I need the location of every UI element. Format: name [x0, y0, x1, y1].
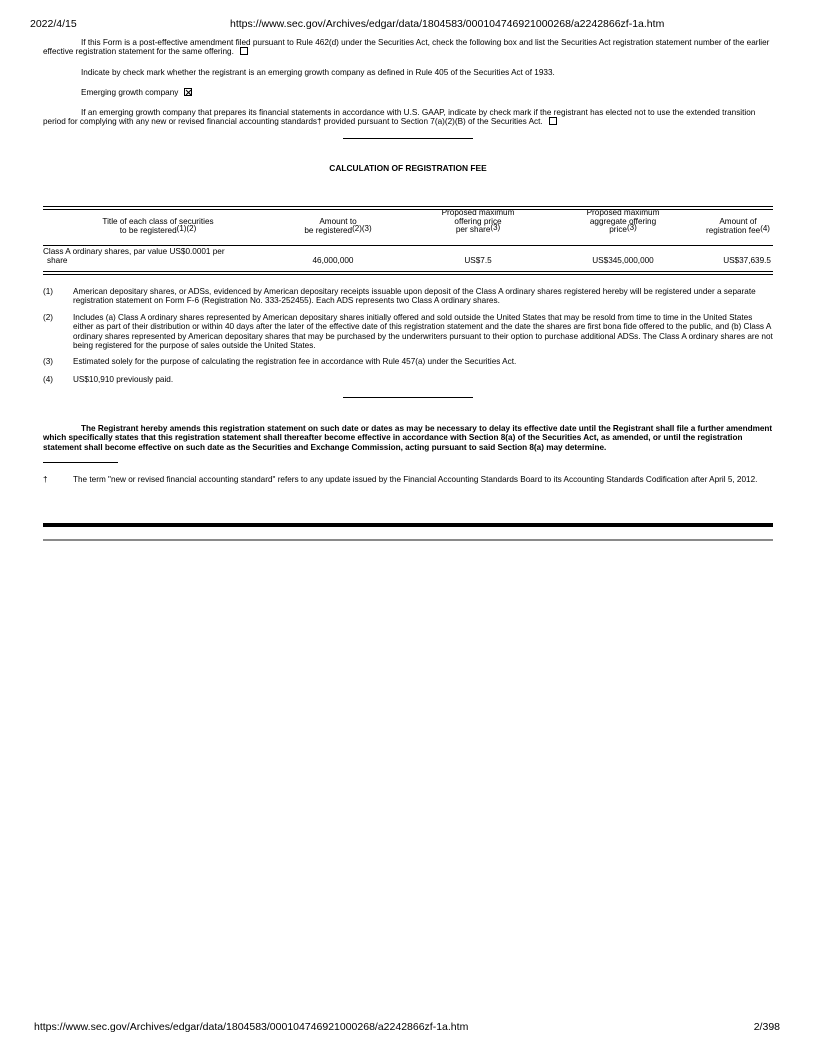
security-line1: Class A ordinary shares, par value US$0.0001 per — [43, 247, 225, 256]
footnote-text: Estimated solely for the purpose of calculating the registration fee in accordance with Rule 457(a) under the Securities Act. — [73, 357, 517, 366]
footnote-number: (4) — [43, 375, 54, 384]
page-number: 2/398 — [753, 1021, 780, 1033]
column-header-aggregate-line2: aggregate offering — [589, 216, 657, 226]
fee-table-title: CALCULATION OF REGISTRATION FEE — [329, 163, 487, 173]
table-row-security — [43, 247, 258, 265]
footnote-number: (2) — [43, 313, 54, 322]
rule-462d-text: If this Form is a post-effective amendment filed pursuant to Rule 462(d) under the Securities Act, check the following box and list the Securities Act registration statement number of the earlier effective registration statement for the same offering. — [43, 38, 770, 57]
table-header-rule — [43, 245, 773, 246]
egc-indicate-paragraph: Indicate by check mark whether the registrant is an emerging growth company as defined in Rule 405 of the Securities Act of 1933. — [81, 68, 555, 77]
table-cell-aggregate-price: US$345,000,000 — [592, 256, 654, 265]
rule-462d-paragraph — [43, 38, 773, 57]
column-header-title-line2: to be registered — [119, 225, 177, 235]
print-header-url[interactable]: https://www.sec.gov/Archives/edgar/data/1804583/000104746921000268/a2242866zf-1a.htm — [230, 18, 665, 30]
print-date: 2022/4/15 — [30, 18, 77, 30]
column-header-amount — [278, 218, 398, 235]
column-header-aggregate-price — [563, 209, 683, 235]
footnote-number: (3) — [43, 357, 54, 366]
rule-462d-checkbox[interactable] — [240, 47, 248, 55]
page-end-rule — [43, 523, 773, 527]
column-header-aggregate-notes: (3) — [626, 223, 637, 233]
column-header-amount-notes: (2)(3) — [352, 223, 372, 233]
egc-label: Emerging growth company — [81, 88, 179, 97]
table-bottom-rule — [43, 271, 773, 275]
column-header-aggregate-line3: price — [609, 225, 627, 235]
footnote-text: Includes (a) Class A ordinary shares represented by American depositary shares initially offered and sold outside the United States that may be resold from time to time in the United States either as part of their distribution or within 40 days after the later of the effective date of this registration statement and the date the shares are first bona fide offered to the public, and (b) Class A ordinary shares represented by American depositary shares that may be purchased by the underwriters pursuant to their option to purchase additional ADSs. The Class A ordinary shares are not being registered for the purpose of sales outside the United States. — [73, 313, 773, 351]
gaap-paragraph — [43, 108, 773, 127]
footnote-text: US$10,910 previously paid. — [73, 375, 174, 384]
page-separator-rule — [43, 539, 773, 541]
column-header-fee — [693, 218, 783, 235]
section-divider — [343, 397, 473, 398]
delaying-amendment-paragraph: The Registrant hereby amends this registration statement on such date or dates as may be necessary to delay its effective date until the Registrant shall file a further amendment which specifically states that this registration statement shall thereafter become effective in accordance with Section 8(a) of the Securities Act, as amended, or until the registration statement shall become effective on such date as the Securities and Exchange Commission, acting pursuant to said Section 8(a) may determine. — [43, 424, 773, 452]
egc-line — [81, 88, 773, 97]
dagger-mark: † — [43, 475, 48, 484]
column-header-title-notes: (1)(2) — [176, 223, 197, 233]
table-cell-amount: 46,000,000 — [312, 256, 354, 265]
column-header-price-notes: (3) — [490, 223, 501, 233]
footnote-number: (1) — [43, 287, 54, 296]
column-header-amount-line2: be registered — [304, 225, 353, 235]
column-header-aggregate-line1: Proposed maximum — [586, 208, 660, 217]
footnote-text: American depositary shares, or ADSs, evidenced by American depositary receipts issuable upon deposit of the Class A ordinary shares registered hereby will be registered under a separate registration statement on Form F-6 (Registration No. 333-252455). Each ADS represents two Class A ordinary shares. — [73, 287, 756, 306]
column-header-title — [63, 218, 253, 235]
gaap-text: If an emerging growth company that prepares its financial statements in accordance with U.S. GAAP, indicate by check mark if the registrant has elected not to use the extended transition period for complying with any new or revised financial accounting standards† provided pursuant to Section 7(a)(2)(B) of the Securities Act. — [43, 108, 756, 127]
column-header-price-line1: Proposed maximum — [441, 208, 515, 217]
print-footer-url[interactable]: https://www.sec.gov/Archives/edgar/data/1804583/000104746921000268/a2242866zf-1a.htm — [34, 1021, 469, 1033]
column-header-fee-line2: registration fee — [706, 225, 761, 235]
gaap-checkbox[interactable] — [549, 117, 557, 125]
security-line2: share — [47, 256, 68, 265]
column-header-amount-line1: Amount to — [319, 217, 357, 226]
column-header-title-line1: Title of each class of securities — [102, 217, 214, 226]
column-header-price-line2: offering price — [454, 216, 502, 226]
dagger-text: The term "new or revised financial accounting standard" refers to any update issued by the Financial Accounting Standards Board to its Accounting Standards Codification after April 5, 2012. — [73, 475, 758, 484]
column-header-fee-notes: (4) — [760, 223, 770, 233]
column-header-price-line3: per share — [455, 225, 491, 235]
column-header-price-per-share — [418, 209, 538, 235]
table-cell-price-per-share: US$7.5 — [464, 256, 492, 265]
egc-checkbox[interactable] — [184, 88, 192, 96]
section-divider — [343, 138, 473, 139]
column-header-fee-line1: Amount of — [719, 217, 757, 226]
table-cell-fee: US$37,639.5 — [723, 256, 771, 265]
footnote-divider — [43, 462, 118, 463]
